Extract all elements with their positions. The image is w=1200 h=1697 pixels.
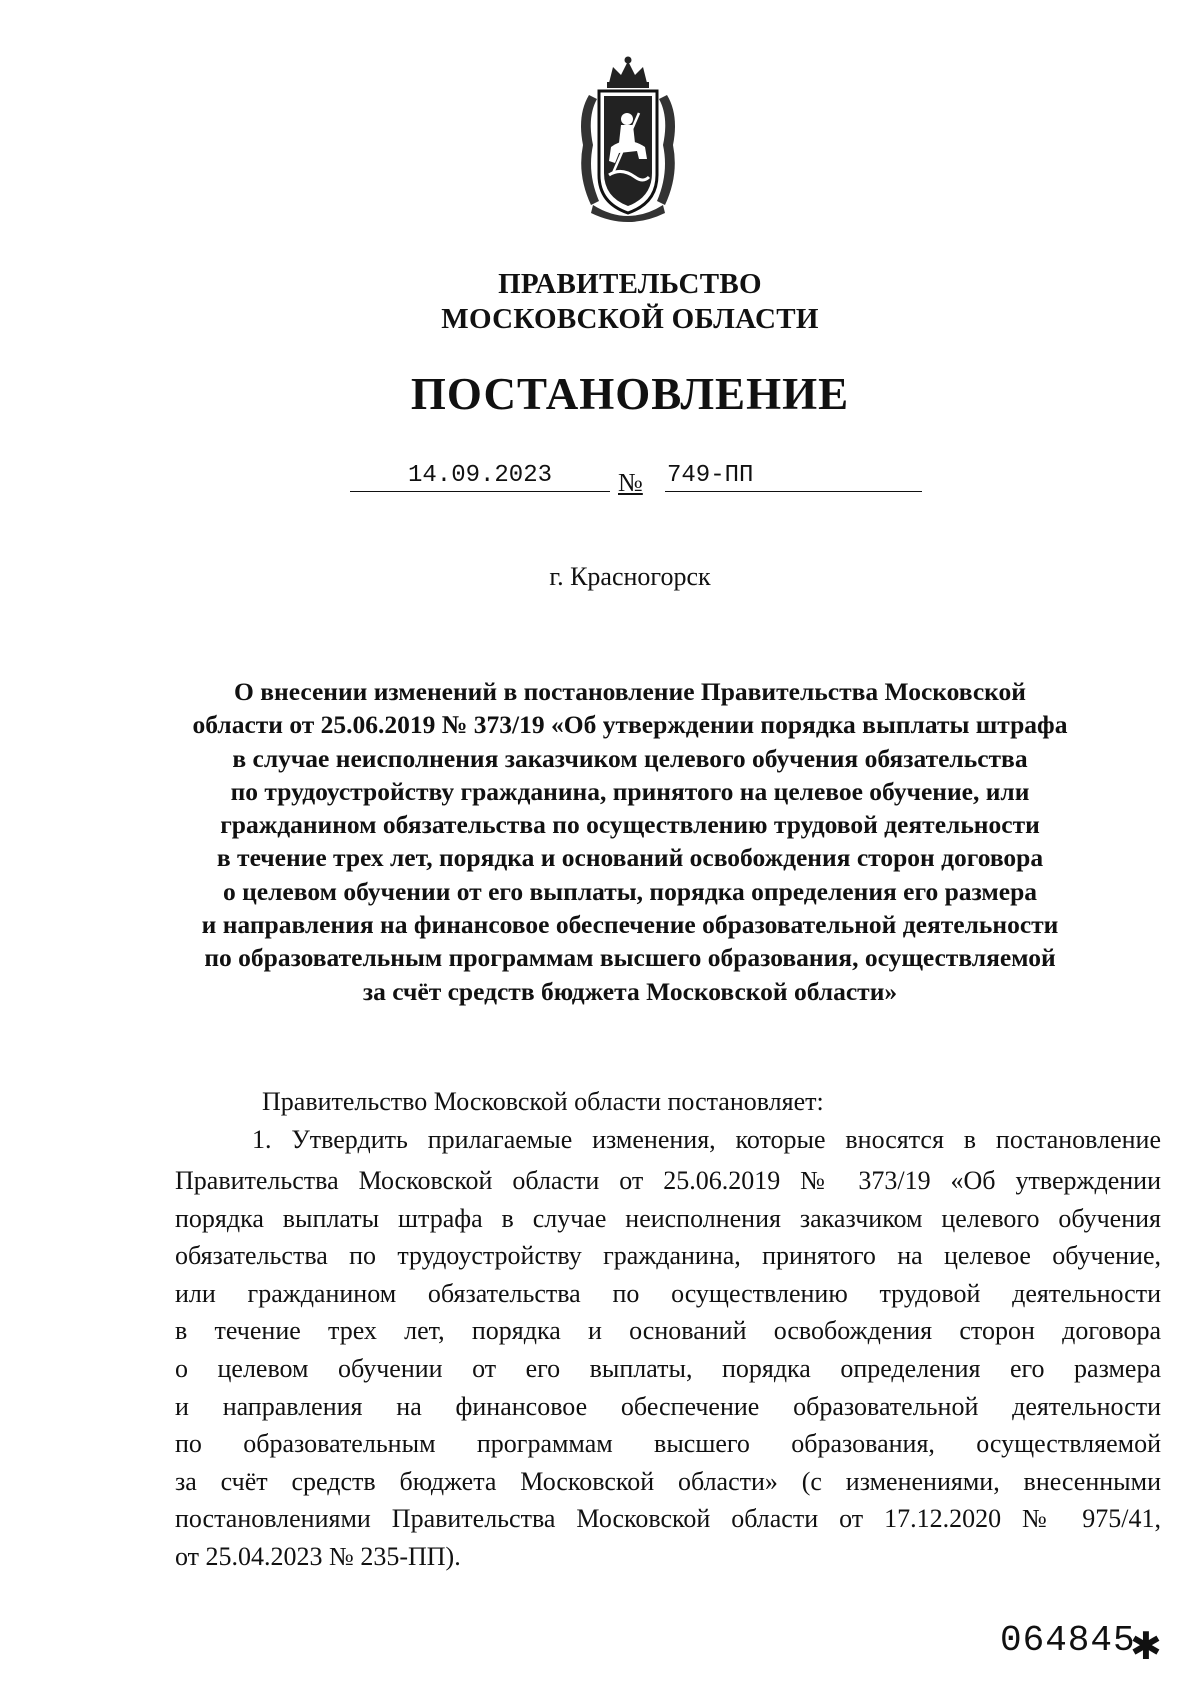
item-1-line: порядка выплаты штрафа в случае неисполнения заказчиком целевого обучения	[175, 1203, 1161, 1233]
subject-line: в течение трех лет, порядка и оснований освобождения сторон договора	[216, 843, 1044, 873]
serial-number: 064845	[1000, 1620, 1136, 1661]
document-date: 14.09.2023	[350, 462, 610, 492]
resolution-intro: Правительство Московской области постановляет:	[262, 1087, 824, 1116]
issuer-line-2: МОСКОВСКОЙ ОБЛАСТИ	[441, 303, 819, 335]
subject-line: за счёт средств бюджета Московской области»	[362, 976, 898, 1006]
item-1-line: обязательства по трудоустройству гражданина, принятого на целевое обучение,	[175, 1241, 1161, 1271]
item-1-line: от 25.04.2023 № 235-ПП).	[175, 1541, 461, 1571]
item-1-line: Правительства Московской области от 25.06.2019 № 373/19 «Об утверждении	[175, 1166, 1161, 1195]
issuer-line-1: ПРАВИТЕЛЬСТВО	[498, 268, 762, 300]
item-1-line: и направления на финансовое обеспечение образовательной деятельности	[175, 1391, 1161, 1421]
item-1-line: за счёт средств бюджета Московской области» (с изменениями, внесенными	[175, 1466, 1161, 1496]
item-1-line: в течение трех лет, порядка и оснований освобождения сторон договора	[175, 1316, 1161, 1346]
item-1-line: постановлениями Правительства Московской области от 17.12.2020 № 975/41,	[175, 1504, 1161, 1534]
document-type: ПОСТАНОВЛЕНИЕ	[410, 369, 850, 419]
coat-of-arms-icon	[569, 55, 687, 225]
document-number: 749-ПП	[665, 462, 922, 492]
subject-line: О внесении изменений в постановление Правительства Московской	[234, 677, 1026, 706]
subject-line: о целевом обучении от его выплаты, порядка определения его размера	[222, 876, 1038, 906]
date-number-row	[0, 462, 1200, 502]
subject-line: в случае неисполнения заказчиком целевого обучения обязательства	[232, 743, 1028, 773]
subject-line: области от 25.06.2019 № 373/19 «Об утверждении порядка выплаты штрафа	[192, 710, 1068, 740]
subject-line: гражданином обязательства по осуществлению трудовой деятельности	[220, 810, 1040, 840]
subject-line: и направления на финансовое обеспечение образовательной деятельности	[201, 910, 1059, 940]
subject-line: по трудоустройству гражданина, принятого на целевое обучение, или	[230, 776, 1030, 806]
city: г. Красногорск	[549, 562, 711, 591]
asterisk-icon: ✱	[1130, 1624, 1162, 1668]
item-1-line: о целевом обучении от его выплаты, порядка определения его размера	[175, 1353, 1161, 1383]
item-1-body	[175, 1162, 1161, 1576]
item-1-line: или гражданином обязательства по осуществлению трудовой деятельности	[175, 1278, 1161, 1308]
item-1-line: по образовательным программам высшего образования, осуществляемой	[175, 1429, 1161, 1459]
item-1-first-line: 1. Утвердить прилагаемые изменения, которые вносятся в постановление	[252, 1125, 1161, 1154]
number-sign: №	[618, 468, 643, 497]
subject-line: по образовательным программам высшего образования, осуществляемой	[204, 943, 1056, 973]
document-subject	[160, 675, 1100, 1008]
